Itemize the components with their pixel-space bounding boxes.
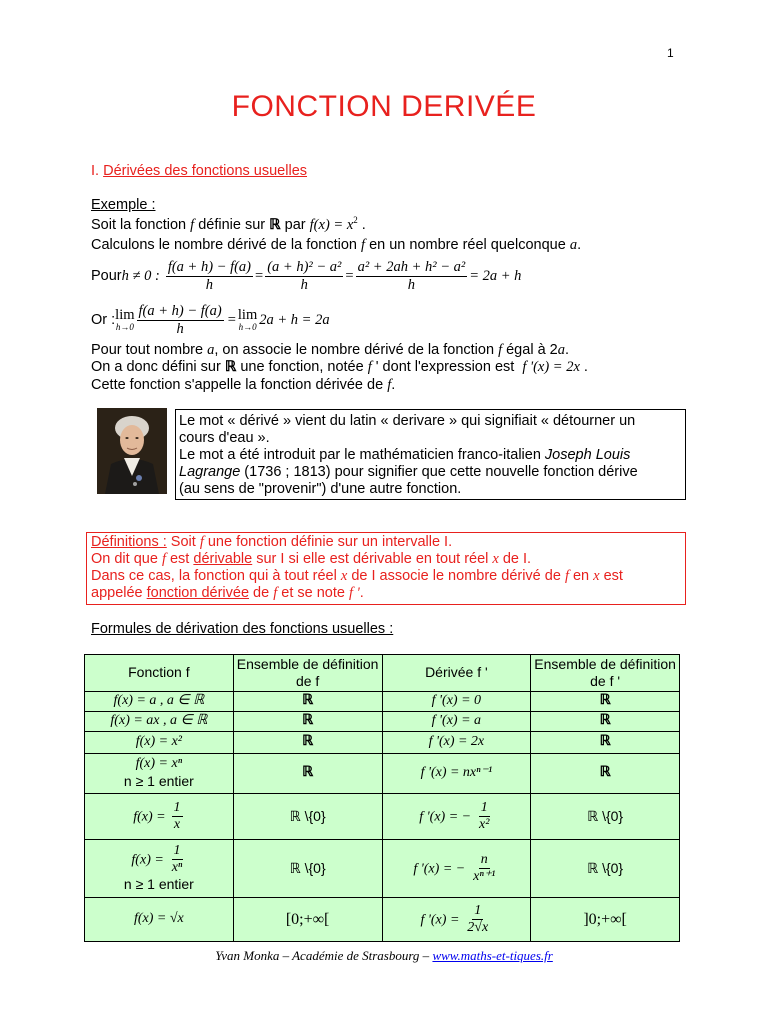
denominator: h bbox=[176, 320, 184, 337]
text: Soit la fonction bbox=[91, 216, 191, 233]
lim-text: lim bbox=[237, 307, 258, 324]
table-row bbox=[85, 793, 680, 839]
text: une fonction définie sur un intervalle I. bbox=[203, 534, 453, 550]
reals-symbol: ℝ bbox=[269, 216, 281, 233]
cell-prefix: f(x) = bbox=[131, 852, 164, 868]
lim-sub: h→0 bbox=[238, 321, 257, 332]
table-row bbox=[85, 753, 680, 793]
cell-prefix: f '(x) = − bbox=[413, 860, 466, 876]
text: Or : bbox=[91, 312, 116, 329]
table-cell: ℝ \{0} bbox=[233, 793, 382, 839]
example-label: Exemple : bbox=[91, 197, 156, 213]
denominator: h bbox=[300, 276, 308, 293]
text: On a donc défini sur bbox=[91, 359, 225, 375]
result: = 2a + h bbox=[469, 267, 522, 284]
cell-prefix: f '(x) = bbox=[420, 911, 460, 927]
example-line-7 bbox=[91, 377, 395, 394]
denominator: xⁿ bbox=[171, 860, 183, 876]
definition-line-2 bbox=[91, 551, 531, 568]
table-cell: f '(x) = 0 bbox=[382, 691, 531, 711]
table-header-row bbox=[85, 655, 680, 692]
text: et se note bbox=[277, 585, 349, 601]
text: définie sur bbox=[194, 216, 270, 233]
table-cell: ℝ bbox=[531, 711, 680, 731]
history-line-5: (au sens de "provenir") d'une autre fonction. bbox=[179, 481, 462, 497]
table-cell: ℝ bbox=[531, 731, 680, 753]
denominator: x² bbox=[479, 816, 490, 832]
example-line-2: Calculons le nombre dérivé de la fonction f en un nombre réel quelconque a. bbox=[91, 237, 582, 253]
text: Pour bbox=[91, 268, 122, 285]
section-heading bbox=[91, 163, 307, 179]
example-line-5: Pour tout nombre a, on associe le nombre dérivé de la fonction f égal à 2a. bbox=[91, 342, 570, 358]
table-cell bbox=[85, 753, 234, 793]
text: égal à 2 bbox=[502, 342, 558, 358]
name-italic: Lagrange bbox=[179, 464, 241, 480]
var-x: x bbox=[492, 551, 499, 567]
numerator: f(a + h) − f(a) bbox=[138, 303, 222, 319]
text: , on associe le nombre dérivé de la fonction bbox=[214, 342, 499, 358]
table-cell: f(x) = x² bbox=[85, 731, 234, 753]
lim-text: lim bbox=[115, 307, 135, 324]
denominator: 2√x bbox=[467, 919, 489, 935]
example-line-6: On a donc défini sur ℝ une fonction, notée f ' dont l'expression est f '(x) = 2x . bbox=[91, 359, 588, 375]
table-cell: ℝ \{0} bbox=[531, 839, 680, 897]
table-cell: f '(x) = a bbox=[382, 711, 531, 731]
table-cell: ]0;+∞[ bbox=[531, 897, 680, 941]
lagrange-portrait bbox=[97, 408, 167, 494]
definition-line-4 bbox=[91, 585, 364, 602]
example-equation-2: Or : lim h→0 $\frac{f(a + h) - f(a)}{h}$ = lim h→0 2a + h = 2a bbox=[91, 303, 330, 337]
equation: f(x) = x bbox=[309, 216, 354, 233]
history-line-1: Le mot « dérivé » vient du latin « derivare » qui signifiait « détourner un bbox=[179, 413, 636, 429]
table-cell bbox=[382, 897, 531, 941]
table-cell: [0;+∞[ bbox=[233, 897, 382, 941]
history-line-3 bbox=[179, 447, 630, 463]
text: Pour tout nombre bbox=[91, 342, 208, 358]
table-cell: ℝ \{0} bbox=[233, 839, 382, 897]
derivative-table bbox=[84, 654, 680, 942]
numerator: f(a + h) − f(a) bbox=[167, 259, 252, 275]
fraction-limit bbox=[137, 303, 224, 337]
footer-link[interactable]: www.maths-et-tiques.fr bbox=[432, 948, 553, 963]
cell-fraction bbox=[172, 800, 183, 833]
text: Le mot a été introduit par le mathématicien franco-italien bbox=[179, 447, 545, 463]
page-title: FONCTION DERIVÉE bbox=[231, 90, 537, 123]
text: en un nombre réel quelconque bbox=[365, 237, 570, 253]
var-a: a bbox=[569, 237, 578, 253]
cell-fraction bbox=[465, 903, 490, 936]
denominator: h bbox=[407, 276, 416, 293]
cell-fraction bbox=[471, 852, 497, 885]
numerator: 1 bbox=[479, 800, 490, 817]
table-cell: ℝ bbox=[233, 753, 382, 793]
formulas-title: Formules de dérivation des fonctions usuelles : bbox=[91, 621, 394, 637]
text: est bbox=[165, 551, 194, 567]
fraction-1 bbox=[166, 259, 253, 293]
table-row bbox=[85, 839, 680, 897]
table-cell bbox=[382, 793, 531, 839]
numerator: 1 bbox=[472, 903, 483, 920]
denominator: x bbox=[173, 816, 181, 832]
cell-line: f(x) = xⁿ bbox=[135, 756, 183, 772]
text: une fonction, notée bbox=[236, 359, 368, 375]
portrait-icon bbox=[97, 408, 167, 494]
var-a: a bbox=[207, 342, 215, 358]
text: On dit que bbox=[91, 551, 162, 567]
var-f-prime: f ' bbox=[348, 585, 360, 601]
footer-text: Yvan Monka – Académie de Strasbourg – bbox=[215, 948, 433, 963]
table-cell: ℝ bbox=[531, 691, 680, 711]
footer bbox=[0, 948, 768, 964]
var-x: x bbox=[340, 568, 348, 584]
definition-line-3 bbox=[91, 568, 623, 585]
numerator: a² + 2ah + h² − a² bbox=[357, 259, 466, 275]
section-number: I. bbox=[91, 163, 104, 179]
table-cell: ℝ bbox=[233, 731, 382, 753]
numerator: 1 bbox=[172, 843, 183, 860]
text: sur I si elle est dérivable en tout réel bbox=[252, 551, 493, 567]
table-row bbox=[85, 711, 680, 731]
table-cell: f '(x) = 2x bbox=[382, 731, 531, 753]
table-header: Ensemble de définition de f bbox=[233, 655, 382, 692]
condition: h ≠ 0 : bbox=[121, 267, 160, 284]
cell-line: n ≥ 1 entier bbox=[123, 876, 194, 893]
table-cell bbox=[85, 839, 234, 897]
text: en bbox=[568, 568, 594, 584]
var-a: a bbox=[557, 342, 565, 358]
table-header: Ensemble de définition de f ' bbox=[531, 655, 680, 692]
section-title: Dérivées des fonctions usuelles bbox=[103, 163, 308, 179]
table-cell: f(x) = a , a ∈ ℝ bbox=[85, 691, 234, 711]
var-f: f bbox=[367, 359, 372, 375]
table-cell bbox=[382, 839, 531, 897]
cell-line: n ≥ 1 entier bbox=[123, 773, 194, 790]
table-row bbox=[85, 897, 680, 941]
definition-line-1 bbox=[91, 534, 452, 551]
limit bbox=[115, 308, 134, 332]
cell-prefix: f(x) = bbox=[133, 808, 166, 824]
text: de I. bbox=[498, 551, 532, 567]
numerator: 1 bbox=[172, 800, 183, 817]
text: ' dont l'expression est bbox=[371, 359, 519, 375]
cell-prefix: f '(x) = − bbox=[419, 808, 472, 824]
table-header: Dérivée f ' bbox=[382, 655, 531, 692]
fraction-3 bbox=[356, 259, 468, 293]
example-equation-1: Pour h ≠ 0 : $\frac{f(a + h) - f(a)}{h}$ = $\frac{\text{(a + h)² − a²}}{h}$ = $\frac{\text{a² + 2ah + h² − a²}}{h}$ = 2a + h bbox=[91, 259, 522, 293]
text: Soit bbox=[166, 534, 200, 550]
table-cell bbox=[85, 793, 234, 839]
var-f: f bbox=[498, 342, 503, 358]
reals-symbol: ℝ bbox=[224, 359, 237, 375]
equation: f '(x) = 2x bbox=[522, 359, 580, 375]
name-italic: Joseph Louis bbox=[544, 447, 631, 463]
var-f: f bbox=[199, 534, 204, 550]
var-f: f bbox=[161, 551, 166, 567]
text: de bbox=[249, 585, 274, 601]
definitions-label: Définitions : bbox=[91, 534, 167, 550]
term-derivable: dérivable bbox=[193, 551, 253, 567]
var-f: f bbox=[273, 585, 278, 601]
denominator: xⁿ⁺¹ bbox=[473, 868, 496, 884]
table-cell: f '(x) = nxⁿ⁻¹ bbox=[382, 753, 531, 793]
cell-fraction bbox=[477, 800, 491, 833]
text: . bbox=[359, 585, 364, 601]
table-cell: ℝ bbox=[233, 711, 382, 731]
var-f: f bbox=[190, 216, 195, 233]
text: est bbox=[599, 568, 623, 584]
numerator: (a + h)² − a² bbox=[267, 259, 342, 275]
table-row bbox=[85, 731, 680, 753]
var-f: f bbox=[361, 237, 366, 253]
history-line-2: cours d'eau ». bbox=[179, 430, 270, 446]
table-cell: ℝ bbox=[233, 691, 382, 711]
table-cell: f(x) = √x bbox=[85, 897, 234, 941]
text: de I associe le nombre dérivé de bbox=[347, 568, 565, 584]
table-header: Fonction f bbox=[85, 655, 234, 692]
limit bbox=[238, 308, 257, 332]
history-line-4 bbox=[179, 464, 638, 480]
table-cell: ℝ bbox=[531, 753, 680, 793]
text: . bbox=[391, 377, 396, 393]
term-fonction-derivee: fonction dérivée bbox=[146, 585, 250, 601]
lim-sub: h→0 bbox=[115, 321, 134, 332]
table-cell: ℝ \{0} bbox=[531, 793, 680, 839]
table-cell: f(x) = ax , a ∈ ℝ bbox=[85, 711, 234, 731]
var-f: f bbox=[564, 568, 569, 584]
fraction-2 bbox=[265, 259, 343, 293]
result: 2a + h = 2a bbox=[259, 311, 330, 328]
cell-fraction bbox=[170, 843, 185, 876]
text: par bbox=[280, 216, 310, 233]
text: (1736 ; 1813) pour signifier que cette nouvelle fonction dérive bbox=[240, 464, 638, 480]
table-row bbox=[85, 691, 680, 711]
var-x: x bbox=[593, 568, 600, 584]
text: Dans ce cas, la fonction qui à tout réel bbox=[91, 568, 341, 584]
page-number: 1 bbox=[667, 46, 674, 60]
numerator: n bbox=[479, 852, 490, 869]
text: Calculons le nombre dérivé de la fonction bbox=[91, 237, 362, 253]
text: appelée bbox=[91, 585, 147, 601]
var-f: f bbox=[387, 377, 392, 393]
denominator: h bbox=[205, 276, 214, 293]
text: Cette fonction s'appelle la fonction dérivée de bbox=[91, 377, 388, 393]
example-line-1: Soit la fonction f définie sur ℝ par $f(x) = x^2$ . bbox=[91, 215, 366, 233]
